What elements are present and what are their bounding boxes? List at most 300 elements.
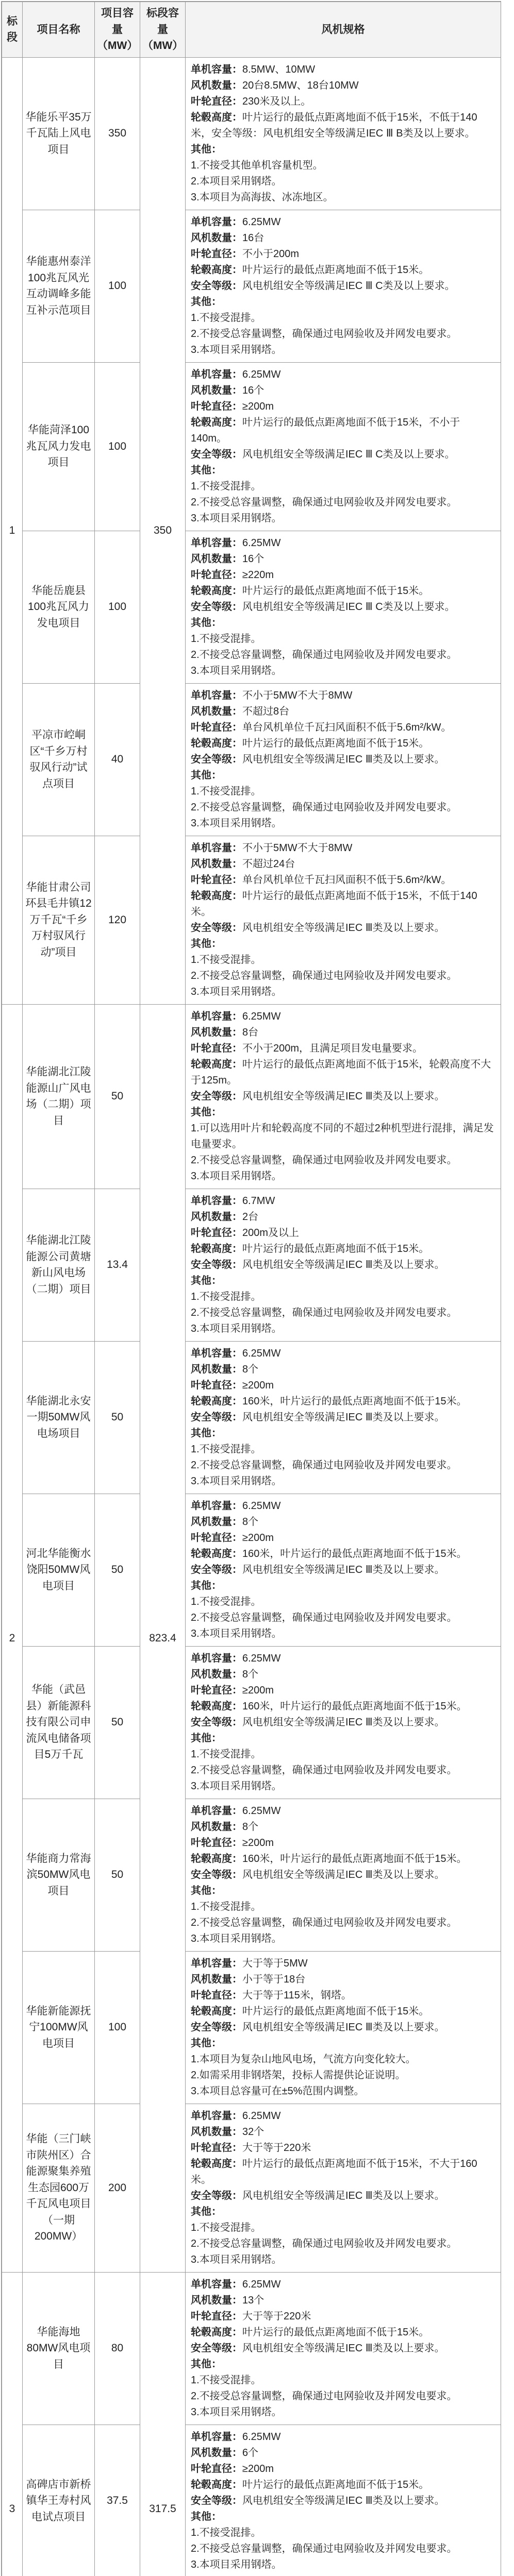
- spec-label: 安全等级：: [191, 1411, 242, 1423]
- spec-value: ≥220m: [242, 569, 274, 581]
- turbine-spec-cell: [186, 2272, 501, 2425]
- spec-line: [191, 2493, 495, 2509]
- spec-value: 1.不接受混排。: [191, 954, 261, 965]
- table-row: [2, 2425, 501, 2576]
- spec-line: [191, 214, 495, 230]
- spec-label: 风机数量：: [191, 1211, 242, 1223]
- spec-value: 160米，叶片运行的最低点距离地面不低于15米。: [242, 1548, 467, 1560]
- project-name-cell: 华能菏泽100兆瓦风力发电项目: [23, 362, 95, 531]
- spec-value: 不超过24台: [242, 858, 295, 870]
- project-capacity-cell: 80: [95, 2272, 140, 2425]
- spec-line: [191, 704, 495, 720]
- spec-line: [191, 1683, 495, 1699]
- spec-line: [191, 688, 495, 704]
- spec-value: 6.25MW: [242, 1500, 281, 1512]
- spec-value: 3.本项目采用钢塔。: [191, 817, 282, 829]
- spec-line: [191, 1121, 495, 1153]
- spec-line: [191, 800, 495, 816]
- spec-line: [191, 2052, 495, 2067]
- spec-line: [191, 888, 495, 920]
- table-row: [2, 362, 501, 531]
- spec-line: [191, 1473, 495, 1489]
- spec-line: [191, 1346, 495, 1362]
- spec-line: [191, 1562, 495, 1578]
- spec-line: [191, 142, 495, 158]
- spec-label: 单机容量：: [191, 1010, 242, 1022]
- spec-value: 6.25MW: [242, 2431, 281, 2443]
- spec-label: 其他：: [191, 1885, 222, 1896]
- spec-label: 风机数量：: [191, 1516, 242, 1528]
- spec-value: 大于等于220米: [242, 2310, 311, 2322]
- spec-value: 2.不接受总容量调整，确保通过电网验收及并网发电要求。: [191, 1154, 457, 1166]
- table-row: [2, 683, 501, 836]
- spec-value: 8个: [242, 1668, 259, 1680]
- spec-label: 风机数量：: [191, 2126, 242, 2138]
- spec-label: 风机数量：: [191, 1026, 242, 1038]
- lot-capacity-cell: 823.4: [140, 1004, 186, 2272]
- spec-line: [191, 1578, 495, 1594]
- spec-value: 小于等于18台: [242, 1973, 306, 1985]
- spec-line: [191, 1803, 495, 1819]
- spec-value: ≥200m: [242, 1379, 274, 1391]
- spec-label: 其他：: [191, 1275, 222, 1286]
- turbine-spec-cell: [186, 362, 501, 531]
- project-name-cell: 华能湖北永安一期50MW风电场项目: [23, 1341, 95, 1494]
- spec-label: 叶轮直径：: [191, 1989, 242, 2001]
- spec-label: 叶轮直径：: [191, 400, 242, 412]
- spec-line: [191, 1972, 495, 1988]
- spec-value: 1.不接受混排。: [191, 1901, 261, 1912]
- project-capacity-cell: 50: [95, 1494, 140, 1646]
- spec-line: [191, 856, 495, 872]
- spec-value: 不小于200m: [242, 248, 300, 260]
- turbine-spec-cell: [186, 2104, 501, 2272]
- spec-label: 叶轮直径：: [191, 1684, 242, 1696]
- spec-label: 其他：: [191, 1580, 222, 1591]
- project-capacity-cell: 40: [95, 683, 140, 836]
- spec-value: 6.7MW: [242, 1195, 275, 1207]
- spec-value: 叶片运行的最低点距离地面不低于15米，不大于160米。: [191, 2158, 477, 2185]
- spec-value: 不小于5MW不大于8MW: [242, 689, 353, 701]
- spec-line: [191, 495, 495, 511]
- spec-value: 8.5MW、10MW: [242, 63, 316, 75]
- spec-value: 风电机组安全等级满足IEC Ⅲ类及以上要求。: [242, 1716, 445, 1728]
- header-project-capacity: 项目容量（MW）: [95, 2, 140, 58]
- spec-value: 1.不接受混排。: [191, 2222, 261, 2233]
- spec-line: [191, 2388, 495, 2404]
- spec-value: 2.如需采用非钢塔架，投标人需提供论证说明。: [191, 2069, 406, 2081]
- spec-value: 1.不接受其他单机容量机型。: [191, 159, 323, 171]
- spec-label: 其他：: [191, 2037, 222, 2049]
- spec-line: [191, 2140, 495, 2156]
- spec-line: [191, 631, 495, 647]
- spec-line: [191, 1514, 495, 1530]
- spec-label: 叶轮直径：: [191, 1042, 242, 1054]
- spec-value: 160米，叶片运行的最低点距离地面不低于15米。: [242, 1853, 467, 1865]
- spec-value: 6.25MW: [242, 216, 281, 228]
- spec-value: 1.可以选用叶片和轮毂高度不同的不超过2种机型进行混排，满足发电量要求。: [191, 1122, 494, 1150]
- spec-value: 1.本项目为复杂山地风电场，气流方向变化较大。: [191, 2053, 416, 2065]
- spec-value: 叶片运行的最低点距离地面不低于15米。: [242, 1243, 429, 1255]
- spec-value: 6.25MW: [242, 1347, 281, 1359]
- spec-line: [191, 399, 495, 415]
- spec-line: [191, 736, 495, 752]
- spec-label: 轮毂高度：: [191, 2158, 242, 2170]
- spec-line: [191, 1257, 495, 1273]
- spec-line: [191, 367, 495, 383]
- spec-value: 6.25MW: [242, 368, 281, 380]
- spec-value: 6个: [242, 2447, 259, 2459]
- spec-line: [191, 62, 495, 78]
- spec-line: [191, 2204, 495, 2220]
- spec-value: 16个: [242, 553, 264, 565]
- spec-value: 8个: [242, 1363, 259, 1375]
- spec-label: 安全等级：: [191, 1716, 242, 1728]
- spec-line: [191, 1988, 495, 2004]
- spec-label: 叶轮直径：: [191, 1837, 242, 1849]
- spec-line: [191, 2372, 495, 2388]
- spec-line: [191, 968, 495, 984]
- project-name-cell: 华能甘肃公司环县毛井镇12万千瓦“千乡万村驭风行动”项目: [23, 836, 95, 1004]
- spec-line: [191, 784, 495, 800]
- table-header-row: [2, 2, 501, 58]
- spec-value: 6.25MW: [242, 537, 281, 549]
- spec-value: 6.25MW: [242, 1805, 281, 1817]
- spec-value: 风电机组安全等级满足IEC Ⅲ类及以上要求。: [242, 1564, 445, 1575]
- spec-value: 6.25MW: [242, 2278, 281, 2290]
- spec-value: 13个: [242, 2294, 264, 2306]
- turbine-spec-cell: [186, 2425, 501, 2576]
- spec-line: [191, 2236, 495, 2252]
- spec-label: 单机容量：: [191, 1957, 242, 1969]
- spec-line: [191, 2325, 495, 2341]
- spec-line: [191, 1610, 495, 1626]
- turbine-spec-cell: [186, 210, 501, 362]
- spec-line: [191, 2429, 495, 2445]
- spec-line: [191, 2357, 495, 2372]
- spec-label: 叶轮直径：: [191, 95, 242, 107]
- spec-line: [191, 1153, 495, 1168]
- spec-value: ≥200m: [242, 1837, 274, 1849]
- turbine-spec-cell: [186, 1341, 501, 1494]
- header-project-name: 项目名称: [23, 2, 95, 58]
- table-row: [2, 2104, 501, 2272]
- spec-line: [191, 2036, 495, 2052]
- spec-value: 2.本项目采用钢塔。: [191, 175, 282, 187]
- lot-capacity-cell: 317.5: [140, 2272, 186, 2576]
- spec-label: 风机数量：: [191, 553, 242, 565]
- header-lot-index: 标段: [2, 2, 23, 58]
- project-name-cell: 华能岳鹿县100兆瓦风力发电项目: [23, 531, 95, 683]
- project-name-cell: 华能商力常海滨50MW风电项目: [23, 1799, 95, 1951]
- spec-label: 其他：: [191, 769, 222, 781]
- spec-label: 叶轮直径：: [191, 1379, 242, 1391]
- project-capacity-cell: 37.5: [95, 2425, 140, 2576]
- spec-line: [191, 1394, 495, 1410]
- spec-value: 风电机组安全等级满足IEC Ⅲ类及以上要求。: [242, 2495, 445, 2506]
- spec-value: 1.不接受混排。: [191, 480, 261, 492]
- spec-value: 2.不接受总容量调整，确保通过电网验收及并网发电要求。: [191, 649, 457, 660]
- project-capacity-cell: 200: [95, 2104, 140, 2272]
- turbine-spec-cell: [186, 57, 501, 210]
- spec-line: [191, 2525, 495, 2541]
- spec-line: [191, 262, 495, 278]
- spec-value: 风电机组安全等级满足IEC Ⅲ类及以上要求。: [242, 1869, 445, 1880]
- spec-line: [191, 1899, 495, 1915]
- project-name-cell: 华能惠州泰洋100兆瓦风光互动调峰多能互补示范项目: [23, 210, 95, 362]
- spec-label: 轮毂高度：: [191, 1853, 242, 1865]
- spec-value: 1.不接受混排。: [191, 633, 261, 645]
- table-row: [2, 1341, 501, 1494]
- table-row: [2, 1004, 501, 1189]
- spec-value: 1.不接受混排。: [191, 1291, 261, 1302]
- spec-value: 1.不接受混排。: [191, 2527, 261, 2538]
- spec-label: 安全等级：: [191, 2190, 242, 2201]
- spec-value: 1.不接受混排。: [191, 312, 261, 324]
- spec-line: [191, 2188, 495, 2204]
- spec-value: 2.不接受总容量调整，确保通过电网验收及并网发电要求。: [191, 970, 457, 981]
- spec-value: 叶片运行的最低点距离地面不低于15米，轮毂高度不大于125m。: [191, 1058, 491, 1086]
- project-capacity-cell: 13.4: [95, 1189, 140, 1341]
- spec-label: 风机数量：: [191, 1821, 242, 1833]
- turbine-spec-cell: [186, 1189, 501, 1341]
- spec-line: [191, 2277, 495, 2293]
- project-capacity-cell: 100: [95, 1951, 140, 2104]
- spec-label: 叶轮直径：: [191, 874, 242, 886]
- spec-value: 风电机组安全等级满足IEC Ⅲ类及以上要求。: [242, 922, 445, 934]
- spec-line: [191, 1089, 495, 1105]
- spec-label: 风机数量：: [191, 858, 242, 870]
- project-name-cell: 高碑店市新桥镇华王寿村风电试点项目: [23, 2425, 95, 2576]
- spec-line: [191, 78, 495, 94]
- project-capacity-cell: 50: [95, 1799, 140, 1951]
- lot-index-cell: 3: [2, 2272, 23, 2576]
- spec-label: 其他：: [191, 1732, 222, 1744]
- spec-value: 不小于200m，且满足项目发电量要求。: [242, 1042, 423, 1054]
- spec-line: [191, 1410, 495, 1426]
- spec-value: 3.本项目为高海拔、冰冻地区。: [191, 191, 334, 203]
- spec-line: [191, 1168, 495, 1184]
- spec-line: [191, 326, 495, 342]
- spec-line: [191, 1041, 495, 1057]
- spec-label: 轮毂高度：: [191, 416, 242, 428]
- header-turbine-spec: 风机规格: [186, 2, 501, 58]
- spec-line: [191, 230, 495, 246]
- spec-value: 大于等于115米，钢塔。: [242, 1989, 352, 2001]
- spec-label: 安全等级：: [191, 1869, 242, 1880]
- spec-line: [191, 190, 495, 206]
- spec-label: 单机容量：: [191, 1195, 242, 1207]
- spec-line: [191, 1193, 495, 1209]
- spec-line: [191, 1362, 495, 1378]
- spec-line: [191, 840, 495, 856]
- spec-label: 叶轮直径：: [191, 721, 242, 733]
- spec-line: [191, 720, 495, 736]
- spec-value: 3.本项目采用钢塔。: [191, 344, 282, 355]
- spec-label: 安全等级：: [191, 448, 242, 460]
- spec-value: 2.不接受总容量调整，确保通过电网验收及并网发电要求。: [191, 2543, 457, 2554]
- spec-line: [191, 1731, 495, 1747]
- spec-value: 叶片运行的最低点距离地面不低于15米。: [242, 737, 429, 749]
- spec-label: 风机数量：: [191, 1363, 242, 1375]
- turbine-spec-cell: [186, 683, 501, 836]
- spec-line: [191, 2341, 495, 2357]
- project-name-cell: 华能海地80MW风电项目: [23, 2272, 95, 2425]
- spec-line: [191, 599, 495, 615]
- spec-line: [191, 2124, 495, 2140]
- spec-label: 其他：: [191, 2511, 222, 2522]
- turbine-spec-cell: [186, 1004, 501, 1189]
- spec-label: 轮毂高度：: [191, 890, 242, 902]
- spec-value: 6.25MW: [242, 1010, 281, 1022]
- spec-label: 叶轮直径：: [191, 1532, 242, 1544]
- project-name-cell: 华能湖北江陵能源公司黄塘新山风电场（二期）项目: [23, 1189, 95, 1341]
- spec-value: 1.不接受混排。: [191, 1443, 261, 1455]
- spec-value: 风电机组安全等级满足IEC Ⅲ类及以上要求。: [242, 2342, 445, 2354]
- spec-sheet: [1, 1, 501, 2576]
- spec-value: 200m及以上: [242, 1227, 300, 1239]
- spec-line: [191, 1225, 495, 1241]
- table-row: [2, 1799, 501, 1951]
- spec-label: 安全等级：: [191, 601, 242, 613]
- spec-value: 3.本项目采用钢塔。: [191, 1475, 282, 1487]
- spec-value: 2.不接受总容量调整，确保通过电网验收及并网发电要求。: [191, 496, 457, 508]
- spec-line: [191, 1057, 495, 1089]
- spec-line: [191, 278, 495, 294]
- spec-label: 风机数量：: [191, 705, 242, 717]
- spec-line: [191, 1105, 495, 1121]
- project-capacity-cell: 350: [95, 57, 140, 210]
- spec-value: 2.不接受总容量调整，确保通过电网验收及并网发电要求。: [191, 1764, 457, 1776]
- spec-label: 其他：: [191, 464, 222, 476]
- spec-line: [191, 1699, 495, 1715]
- spec-value: 叶片运行的最低点距离地面不低于15米。: [242, 585, 429, 597]
- spec-line: [191, 2309, 495, 2325]
- spec-value: 大于等于5MW: [242, 1957, 308, 1969]
- spec-value: 2.不接受总容量调整，确保通过电网验收及并网发电要求。: [191, 2390, 457, 2402]
- spec-label: 其他：: [191, 617, 222, 629]
- spec-label: 单机容量：: [191, 2110, 242, 2122]
- spec-label: 单机容量：: [191, 216, 242, 228]
- spec-line: [191, 1009, 495, 1025]
- spec-line: [191, 1025, 495, 1041]
- spec-line: [191, 1458, 495, 1473]
- spec-label: 其他：: [191, 2358, 222, 2370]
- table-row: [2, 1951, 501, 2104]
- project-name-cell: 平凉市崆峒区“千乡万村驭风行动”试点项目: [23, 683, 95, 836]
- spec-label: 安全等级：: [191, 2021, 242, 2033]
- spec-value: 风电机组安全等级满足IEC Ⅲ类及以上要求。: [242, 2190, 445, 2201]
- project-name-cell: 华能（武邑县）新能源科技有限公司申流风电储备项目5万千瓦: [23, 1646, 95, 1799]
- spec-line: [191, 567, 495, 583]
- spec-label: 其他：: [191, 1106, 222, 1118]
- spec-line: [191, 936, 495, 952]
- spec-line: [191, 2445, 495, 2461]
- spec-value: 叶片运行的最低点距离地面不低于15米，不低于140米，安全等级：风电机组安全等级满足IEC Ⅲ B类及以上要求。: [191, 111, 477, 139]
- spec-label: 风机数量：: [191, 2447, 242, 2459]
- project-name-cell: 河北华能衡水饶阳50MW风电项目: [23, 1494, 95, 1646]
- spec-value: 8台: [242, 1026, 259, 1038]
- spec-label: 叶轮直径：: [191, 248, 242, 260]
- spec-value: 160米，叶片运行的最低点距离地面不低于15米。: [242, 1700, 467, 1712]
- spec-line: [191, 551, 495, 567]
- spec-label: 单机容量：: [191, 63, 242, 75]
- spec-value: 1.不接受混排。: [191, 1748, 261, 1760]
- spec-label: 风机数量：: [191, 1973, 242, 1985]
- spec-line: [191, 463, 495, 479]
- spec-value: 3.本项目采用钢塔。: [191, 1170, 282, 1182]
- spec-line: [191, 1530, 495, 1546]
- header-lot-capacity: 标段容量（MW）: [140, 2, 186, 58]
- spec-label: 安全等级：: [191, 1090, 242, 1102]
- spec-line: [191, 2067, 495, 2083]
- spec-value: 叶片运行的最低点距离地面不低于15米。: [242, 2005, 429, 2017]
- spec-line: [191, 1442, 495, 1458]
- spec-value: 1.不接受混排。: [191, 785, 261, 797]
- spec-label: 单机容量：: [191, 537, 242, 549]
- spec-line: [191, 1835, 495, 1851]
- spec-value: 叶片运行的最低点距离地面不低于15米。: [242, 2326, 429, 2338]
- spec-label: 风机数量：: [191, 1668, 242, 1680]
- spec-line: [191, 1626, 495, 1642]
- spec-label: 轮毂高度：: [191, 2005, 242, 2017]
- project-capacity-cell: 50: [95, 1341, 140, 1494]
- spec-label: 单机容量：: [191, 689, 242, 701]
- spec-line: [191, 1273, 495, 1289]
- spec-line: [191, 768, 495, 784]
- spec-label: 单机容量：: [191, 1500, 242, 1512]
- spec-line: [191, 158, 495, 174]
- project-capacity-cell: 50: [95, 1646, 140, 1799]
- spec-label: 轮毂高度：: [191, 1243, 242, 1255]
- turbine-spec-cell: [186, 1494, 501, 1646]
- spec-value: 叶片运行的最低点距离地面不低于15米，不小于140m。: [191, 416, 460, 444]
- spec-label: 轮毂高度：: [191, 1058, 242, 1070]
- spec-line: [191, 1305, 495, 1321]
- spec-line: [191, 479, 495, 495]
- spec-label: 叶轮直径：: [191, 2463, 242, 2475]
- turbine-spec-cell: [186, 1646, 501, 1799]
- spec-value: 230米及以上。: [242, 95, 311, 107]
- project-name-cell: 华能乐平35万千瓦陆上风电项目: [23, 57, 95, 210]
- spec-value: 1.不接受混排。: [191, 1596, 261, 1607]
- spec-line: [191, 1241, 495, 1257]
- spec-value: 6.25MW: [242, 2110, 281, 2122]
- spec-value: 2.不接受总容量调整，确保通过电网验收及并网发电要求。: [191, 1612, 457, 1623]
- spec-line: [191, 752, 495, 768]
- spec-value: 20台8.5MW、18台10MW: [242, 79, 359, 91]
- spec-label: 单机容量：: [191, 2278, 242, 2290]
- table-row: [2, 2272, 501, 2425]
- spec-label: 风机数量：: [191, 2294, 242, 2306]
- spec-line: [191, 920, 495, 936]
- spec-label: 叶轮直径：: [191, 2310, 242, 2322]
- spec-value: 叶片运行的最低点距离地面不低于15米，不低于140米。: [191, 890, 477, 918]
- spec-line: [191, 1426, 495, 1442]
- spec-line: [191, 174, 495, 190]
- spec-value: 3.本项目采用钢塔。: [191, 1628, 282, 1639]
- table-row: [2, 210, 501, 362]
- spec-value: 3.本项目总容量可在±5%范围内调整。: [191, 2085, 364, 2097]
- table-row: [2, 531, 501, 683]
- table-row: [2, 1646, 501, 1799]
- spec-label: 单机容量：: [191, 1347, 242, 1359]
- spec-line: [191, 2293, 495, 2309]
- spec-value: 2.不接受总容量调整，确保通过电网验收及并网发电要求。: [191, 328, 457, 340]
- spec-value: 2.不接受总容量调整，确保通过电网验收及并网发电要求。: [191, 1307, 457, 1318]
- spec-line: [191, 1594, 495, 1610]
- spec-label: 轮毂高度：: [191, 1700, 242, 1712]
